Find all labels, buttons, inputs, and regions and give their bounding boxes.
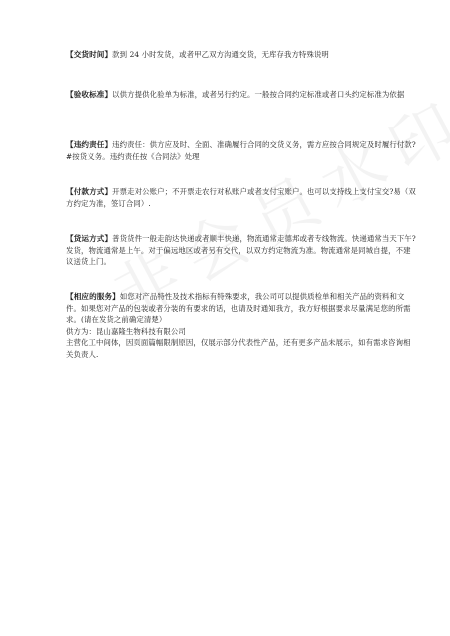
acceptance-section: [66, 89, 416, 101]
liability-heading: 【违约责任】: [66, 140, 113, 149]
shipping-heading: 【货运方式】: [66, 234, 113, 243]
shipping-section: [66, 233, 416, 268]
service-text: 如您对产品特性及技术指标有特殊要求，我公司可以提供质检单和相关产品的资料和文件。如果您对产品的包装或者分装的有要求的话，也请及时通知我方，我方好根据要求尽量满足您的所需求。(请在发货之前确定清楚）: [66, 292, 411, 324]
delivery-time-text: 款到 24 小时发货，或者甲乙双方沟通交货，无库存我方特殊说明: [112, 50, 329, 59]
acceptance-text: 以供方提供化验单为标准，或者另行约定。一般按合同约定标准或者口头约定标准为依据: [112, 90, 405, 99]
payment-heading: 【付款方式】: [66, 187, 113, 196]
product-note: 主营化工中间体，因页面篇幅限制原因，仅展示部分代表性产品，还有更多产品未展示，如有需求咨询相关负责人.: [66, 338, 411, 359]
service-section: [66, 291, 416, 360]
service-heading: 【相应的服务】: [66, 292, 120, 301]
payment-section: [66, 186, 416, 209]
supplier-line: 供方为：昆山嘉隆生物科技有限公司: [66, 326, 186, 336]
delivery-time-heading: 【交货时间】: [66, 50, 113, 59]
acceptance-heading: 【验收标准】: [66, 90, 113, 99]
liability-text: 违约责任：供方应及时、全面、准确履行合同的交货义务，需方应按合同规定及时履行付款?#按货义务。违约责任按《合同法》处理: [66, 140, 416, 161]
payment-text: 开票走对公账户；不开票走农行对私账户或者支付宝账户。也可以支持线上支付宝交?易（双方约定为准，签订合同）.: [66, 187, 416, 208]
delivery-time-section: [66, 49, 416, 61]
shipping-text: 普货货件一般走韵达快递或者顺丰快递，物流通常走德邦或者专线物流。快递通常当天下午?发货，物流通常是上午。对于偏远地区或者另有交代，以双方约定物流为准。物流通常是同城自提，不建议送货上门。: [66, 234, 416, 266]
liability-section: [66, 139, 416, 162]
